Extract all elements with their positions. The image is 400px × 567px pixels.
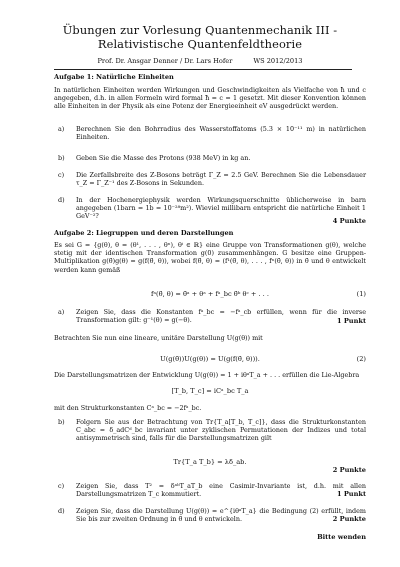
aufgabe2-heading: Aufgabe 2: Liegruppen und deren Darstellungen (54, 229, 234, 237)
item-text: Die Zerfallsbreite des Z-Bosons beträgt Γ_Z = 2.5 GeV. Berechnen Sie die Lebensdauer τ_Z = Γ_Z⁻¹ des Z-Bosons in Sekunden. (76, 171, 366, 188)
item-text: Geben Sie die Masse des Protons (938 MeV) in kg an. (76, 154, 251, 162)
item-text: Folgern Sie aus der Betrachtung von Tr{T_a[T_b, T_c]}, dass die Strukturkonstanten C_abc = δ_adCᵈ_bc invariant unter zyklischen Permutationen der Indizes und total antisymmetrisch sind, falls für die Darstellungsmatrizen gilt (76, 418, 366, 443)
aufgabe2-item-a-points: 1 Punkt (336, 317, 366, 325)
item-label: a) (58, 125, 65, 133)
item-label: b) (58, 418, 65, 426)
header-divider (54, 69, 352, 70)
aufgabe1-heading: Aufgabe 1: Natürliche Einheiten (54, 73, 174, 81)
turn-page-note: Bitte wenden (317, 533, 366, 541)
equation-3: [T_b, T_c] = iCᵃ_bc T_a (171, 387, 249, 395)
item-label: d) (58, 507, 65, 515)
item-label: b) (58, 154, 65, 162)
title-line-1: Übungen zur Vorlesung Quantenmechanik III - (62, 23, 338, 37)
item-label: a) (58, 308, 65, 316)
aufgabe2-item-c-points: 1 Punkt (336, 490, 366, 498)
aufgabe2-intro: Es sei G = {g(θ), θ = (θ¹, . . . , θⁿ), θⁱ ∈ ℝ} eine Gruppe von Transformationen g(θ), welche stetig mit der identischen Transformation g(0) zusammenhängen. G besitze eine Gruppen-Multiplikation g(θ̄)g(θ) = g(f(θ̄, θ)), wobei f(θ̄, θ) = (f¹(θ̄, θ), . . . , fⁿ(θ̄, θ)) in θ̄ und θ entwickelt werden kann gemäß (54, 241, 366, 274)
aufgabe2-item-d-points: 2 Punkte (332, 515, 366, 523)
item-label: c) (58, 171, 65, 179)
item-text: Zeigen Sie, dass die Darstellung U(g(θ)) = e^{iθᵃT_a} die Bedingung (2) erfüllt, indem Sie bis zur zweiten Ordnung in θ̄ und θ entwickeln. (76, 507, 366, 524)
authors-line: Prof. Dr. Ansgar Denner / Dr. Lars Hofer WS 2012/2013 (97, 57, 303, 65)
equation-1: fᵃ(θ̄, θ) = θ̄ᵃ + θᵃ + fᵃ_bc θ̄ᵇ θᶜ + . . . (151, 290, 269, 298)
equation-1-number: (1) (356, 290, 366, 298)
aufgabe2-paragraph-3: Die Darstellungsmatrizen der Entwicklung U(g(θ)) = 1 + iθᵃT_a + . . . erfüllen die Lie-Algebra (54, 371, 360, 379)
item-text: In der Hochenergiephysik werden Wirkungsquerschnitte üblicherweise in barn angegeben (1barn = 1b = 10⁻²⁸m²). Wieviel millibarn entspricht die natürliche Einheit 1 GeV⁻²? (76, 196, 366, 221)
aufgabe1-points: 4 Punkte (332, 217, 366, 225)
aufgabe1-intro: In natürlichen Einheiten werden Wirkungen und Geschwindigkeiten als Vielfache von ħ und c angegeben, d.h. in allen Formeln wird formal ħ = c = 1 gesetzt. Mit dieser Konvention können alle Einheiten in der Physik als eine Potenz der Energieeinheit eV ausgedrückt werden. (54, 86, 366, 111)
item-label: c) (58, 482, 65, 490)
equation-4: Tr{T_a T_b} = λδ_ab. (173, 458, 247, 466)
equation-2: U(g(θ̄))U(g(θ)) = U(g(f(θ̄, θ))). (160, 355, 260, 363)
title-line-2: Relativistische Quantenfeldtheorie (97, 37, 303, 51)
aufgabe2-item-b-points: 2 Punkte (332, 466, 366, 474)
item-label: d) (58, 196, 65, 204)
aufgabe2-paragraph-4: mit den Strukturkonstanten Cᵃ_bc = −2fᵃ_bc. (54, 404, 202, 412)
aufgabe2-paragraph-2: Betrachten Sie nun eine lineare, unitäre Darstellung U(g(θ)) mit (54, 334, 263, 342)
item-text: Zeigen Sie, dass T² = δᵃᵇT_aT_b eine Casimir-Invariante ist, d.h. mit allen Darstellungsmatrizen T_c kommutiert. (76, 482, 366, 499)
item-text: Zeigen Sie, dass die Konstanten fᵃ_bc = −fᵃ_cb erfüllen, wenn für die inverse Transformation gilt: g⁻¹(θ) = g(−θ). (76, 308, 366, 325)
equation-2-number: (2) (356, 355, 366, 363)
item-text: Berechnen Sie den Bohrradius des Wasserstoffatoms (5.3 × 10⁻¹¹ m) in natürlichen Einheiten. (76, 125, 366, 142)
